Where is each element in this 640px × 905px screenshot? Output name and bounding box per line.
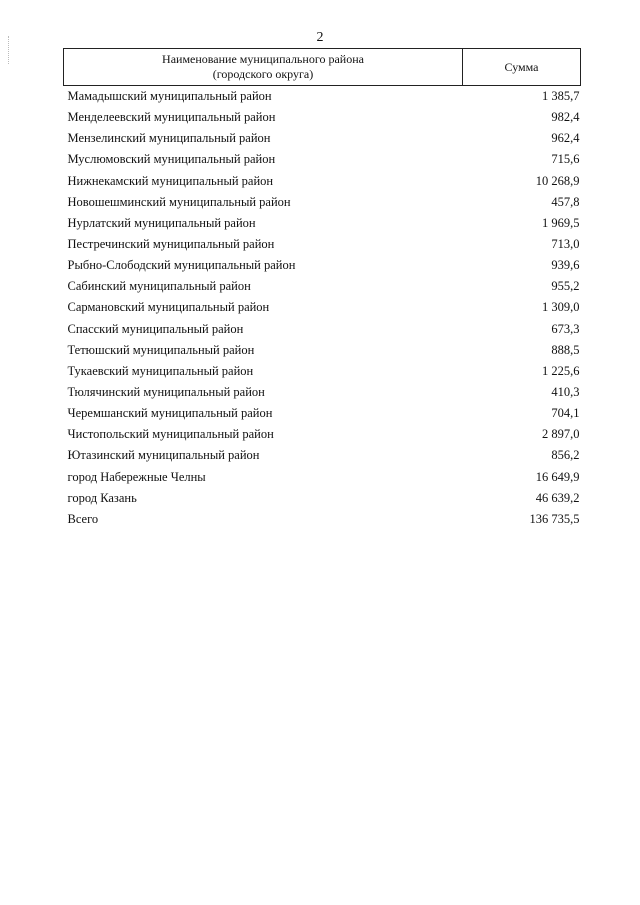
column-header-amount: Сумма: [463, 49, 581, 86]
total-row: [64, 509, 581, 530]
district-name: Тюлячинский муниципальный район: [67, 385, 265, 400]
table-row: [64, 234, 581, 255]
table-row: [64, 424, 581, 445]
table-row: [64, 319, 581, 340]
district-name: Тетюшский муниципальный район: [67, 342, 255, 357]
table-row: [64, 382, 581, 403]
table-row: [64, 255, 581, 276]
column-header-name-line2: (городского округа): [212, 67, 314, 81]
district-name: город Казань: [67, 490, 137, 505]
district-amount: 955,2: [551, 279, 580, 294]
district-name: Сабинский муниципальный район: [67, 279, 251, 294]
district-name: Черемшанский муниципальный район: [67, 406, 273, 421]
table-body: [64, 86, 581, 530]
page-number: 2: [316, 30, 324, 45]
district-name: Мамадышский муниципальный район: [67, 89, 272, 104]
district-amount: 888,5: [551, 342, 580, 357]
district-amount: 962,4: [551, 131, 580, 146]
table-row: [64, 107, 581, 128]
table-row: [64, 445, 581, 466]
table-row: [64, 149, 581, 170]
district-amount: 673,3: [551, 321, 580, 336]
district-amount: 713,0: [551, 237, 580, 252]
table-row: [64, 128, 581, 149]
total-label: Всего: [67, 511, 99, 526]
district-amount: 982,4: [551, 110, 580, 125]
district-amount: 10 268,9: [535, 173, 580, 188]
district-amount: 1 309,0: [542, 300, 580, 315]
table-row: [64, 86, 581, 108]
district-name: Нижнекамский муниципальный район: [67, 173, 274, 188]
table-row: [64, 488, 581, 509]
table-row: [64, 403, 581, 424]
district-name: Пестречинский муниципальный район: [67, 237, 275, 252]
district-amount: 1 969,5: [542, 215, 580, 230]
column-header-name-line1: Наименование муниципального района: [162, 52, 364, 66]
municipal-amounts-table: [63, 48, 581, 530]
district-name: Мензелинский муниципальный район: [67, 131, 271, 146]
district-amount: 715,6: [551, 152, 580, 167]
table-row: [64, 171, 581, 192]
total-amount: 136 735,5: [529, 511, 580, 526]
table-row: [64, 340, 581, 361]
district-name: Чистопольский муниципальный район: [67, 427, 274, 442]
district-name: Менделеевский муниципальный район: [67, 110, 276, 125]
district-amount: 46 639,2: [535, 490, 580, 505]
district-name: Новошешминский муниципальный район: [67, 194, 291, 209]
district-amount: 410,3: [551, 385, 580, 400]
table-row: [64, 297, 581, 318]
district-name: Рыбно-Слободский муниципальный район: [67, 258, 296, 273]
district-amount: 1 225,6: [542, 363, 580, 378]
table-row: [64, 213, 581, 234]
column-header-name: [64, 49, 463, 86]
table-row: [64, 361, 581, 382]
district-amount: 2 897,0: [542, 427, 580, 442]
district-amount: 457,8: [551, 194, 580, 209]
district-name: Тукаевский муниципальный район: [67, 363, 254, 378]
table-header-row: [64, 49, 581, 86]
table-row: [64, 467, 581, 488]
district-name: Муслюмовский муниципальный район: [67, 152, 276, 167]
district-amount: 856,2: [551, 448, 580, 463]
district-amount: 16 649,9: [535, 469, 580, 484]
district-name: Спасский муниципальный район: [67, 321, 244, 336]
district-amount: 1 385,7: [542, 89, 580, 104]
district-name: Ютазинский муниципальный район: [67, 448, 260, 463]
district-name: Сармановский муниципальный район: [67, 300, 270, 315]
district-amount: 939,6: [551, 258, 580, 273]
table-row: [64, 276, 581, 297]
district-name: город Набережные Челны: [67, 469, 206, 484]
district-amount: 704,1: [551, 406, 580, 421]
table-row: [64, 192, 581, 213]
district-name: Нурлатский муниципальный район: [67, 215, 256, 230]
